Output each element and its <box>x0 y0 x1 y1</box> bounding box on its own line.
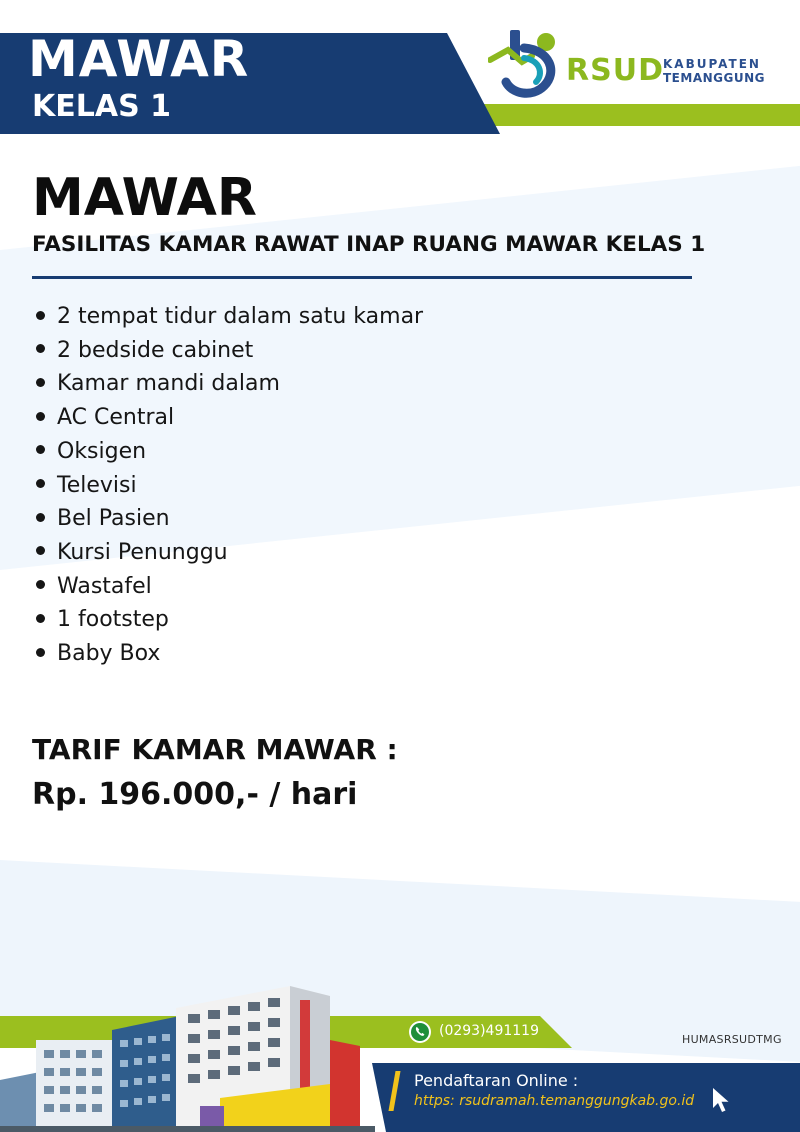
facility-item <box>36 334 423 368</box>
divider <box>32 276 692 279</box>
bullet-icon <box>36 648 45 657</box>
facility-item <box>36 536 423 570</box>
phone-number: (0293)491119 <box>439 1023 539 1039</box>
facility-item <box>36 637 423 671</box>
facility-item <box>36 502 423 536</box>
tarif-price: Rp. 196.000,- / hari <box>32 777 358 812</box>
facility-item <box>36 570 423 604</box>
registration-url: https: rsudramah.temanggungkab.go.id <box>414 1093 695 1109</box>
facility-label: 1 footstep <box>57 607 169 633</box>
bullet-icon <box>36 344 45 353</box>
registration-label: Pendaftaran Online : <box>414 1071 579 1090</box>
facility-label: Kamar mandi dalam <box>57 371 280 397</box>
logo-name: RSUD <box>566 53 664 88</box>
logo-line-1: KABUPATEN <box>663 57 761 71</box>
bullet-icon <box>36 614 45 623</box>
bullet-icon <box>36 378 45 387</box>
bullet-icon <box>36 546 45 555</box>
bullet-icon <box>36 580 45 589</box>
cursor-icon <box>710 1086 734 1114</box>
phone-icon <box>408 1020 432 1044</box>
bullet-icon <box>36 445 45 454</box>
facility-label: Baby Box <box>57 641 161 667</box>
facility-item <box>36 603 423 637</box>
header-subtitle: KELAS 1 <box>32 89 171 124</box>
bullet-icon <box>36 479 45 488</box>
bullet-icon <box>36 513 45 522</box>
facility-label: Kursi Penunggu <box>57 539 228 565</box>
hospital-building-illustration <box>0 980 375 1132</box>
facility-label: AC Central <box>57 405 175 431</box>
tarif-label: TARIF KAMAR MAWAR : <box>32 733 398 766</box>
facility-label: Oksigen <box>57 438 147 464</box>
facility-item <box>36 401 423 435</box>
credit-text: HUMASRSUDTMG <box>682 1033 782 1046</box>
logo-line-2: TEMANGGUNG <box>663 71 765 85</box>
facility-list <box>36 300 423 671</box>
bullet-icon <box>36 311 45 320</box>
facility-label: Wastafel <box>57 573 152 599</box>
facility-item <box>36 469 423 503</box>
facility-item <box>36 300 423 334</box>
page-title: MAWAR <box>32 168 257 228</box>
bullet-icon <box>36 412 45 421</box>
page-subtitle: FASILITAS KAMAR RAWAT INAP RUANG MAWAR KELAS 1 <box>32 232 706 257</box>
facility-label: 2 tempat tidur dalam satu kamar <box>57 304 424 329</box>
facility-label: Televisi <box>57 472 137 498</box>
facility-label: Bel Pasien <box>57 506 170 532</box>
header-title: MAWAR <box>28 30 250 88</box>
facility-item <box>36 367 423 401</box>
facility-label: 2 bedside cabinet <box>57 337 254 363</box>
facility-item <box>36 435 423 469</box>
